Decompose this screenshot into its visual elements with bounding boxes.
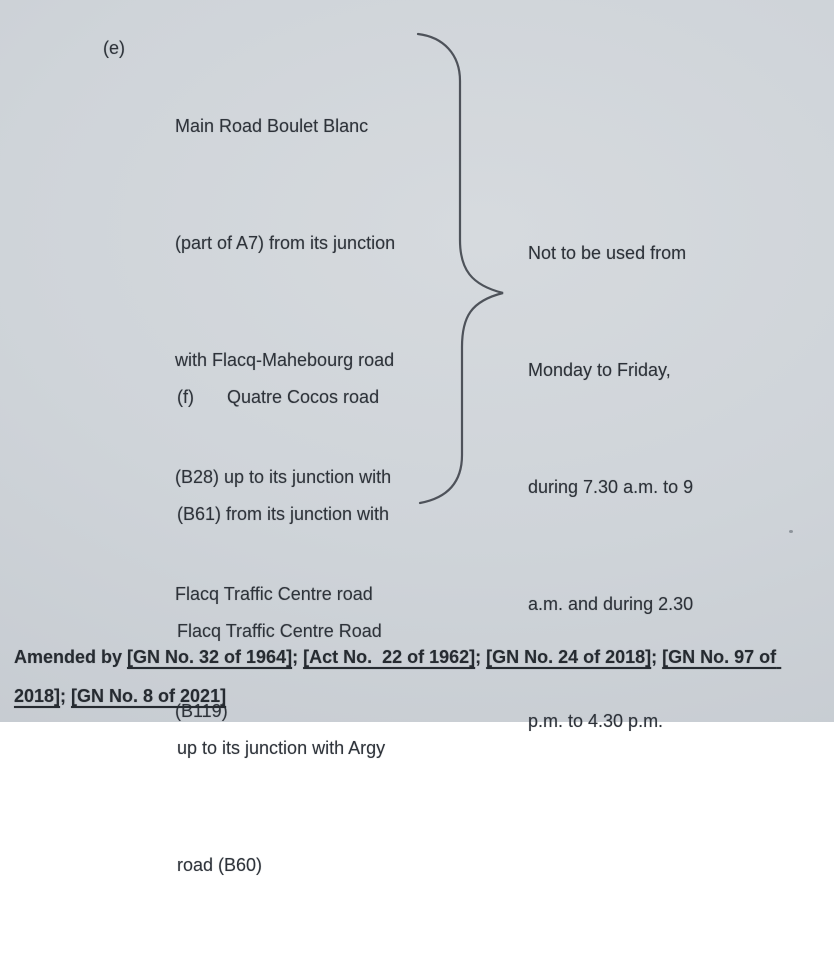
- text-line: [177, 378, 389, 417]
- text-line: Monday to Friday,: [528, 360, 671, 380]
- text-line: road (B60): [177, 855, 263, 875]
- text-line: Main Road Boulet Blanc: [175, 116, 369, 136]
- item-f-text: [177, 300, 389, 963]
- text-line: Not to be used from: [528, 243, 687, 263]
- text-line: p.m. to 4.30 p.m.: [528, 711, 664, 731]
- text-line: Flacq Traffic Centre Road: [177, 621, 382, 641]
- text-line: up to its junction with Argy: [177, 738, 386, 758]
- grouping-brace: [403, 24, 513, 516]
- citation-separator: ;: [651, 647, 663, 667]
- paper-speck: [789, 530, 793, 533]
- citation-separator: ;: [292, 647, 304, 667]
- citation: [GN No. 8 of 2021]: [71, 686, 227, 706]
- citation: [GN No. 97 of 2018]: [14, 647, 782, 706]
- restriction-note: [528, 156, 693, 819]
- text-line: (B28) up to its junction with: [175, 467, 392, 487]
- item-f-label: (f): [177, 387, 194, 407]
- amendment-prefix: Amended by: [14, 647, 128, 667]
- text-line: with Flacq-Mahebourg road: [175, 350, 395, 370]
- item-e-label: (e): [103, 38, 125, 58]
- text-line: Flacq Traffic Centre road: [175, 584, 373, 604]
- citation-separator: ;: [60, 686, 72, 706]
- item-f-first-line: Quatre Cocos road: [227, 387, 380, 407]
- amendment-line: [14, 638, 820, 716]
- citation: [GN No. 24 of 2018]: [486, 647, 652, 667]
- citation-separator: ;: [475, 647, 487, 667]
- text-line: (part of A7) from its junction: [175, 233, 396, 253]
- text-line: during 7.30 a.m. to 9: [528, 477, 694, 497]
- text-line: (B61) from its junction with: [177, 504, 390, 524]
- citation: [Act No. 22 of 1962]: [303, 647, 476, 667]
- text-line: a.m. and during 2.30: [528, 594, 694, 614]
- text-line: (B119): [175, 701, 228, 721]
- citation: [GN No. 32 of 1964]: [127, 647, 293, 667]
